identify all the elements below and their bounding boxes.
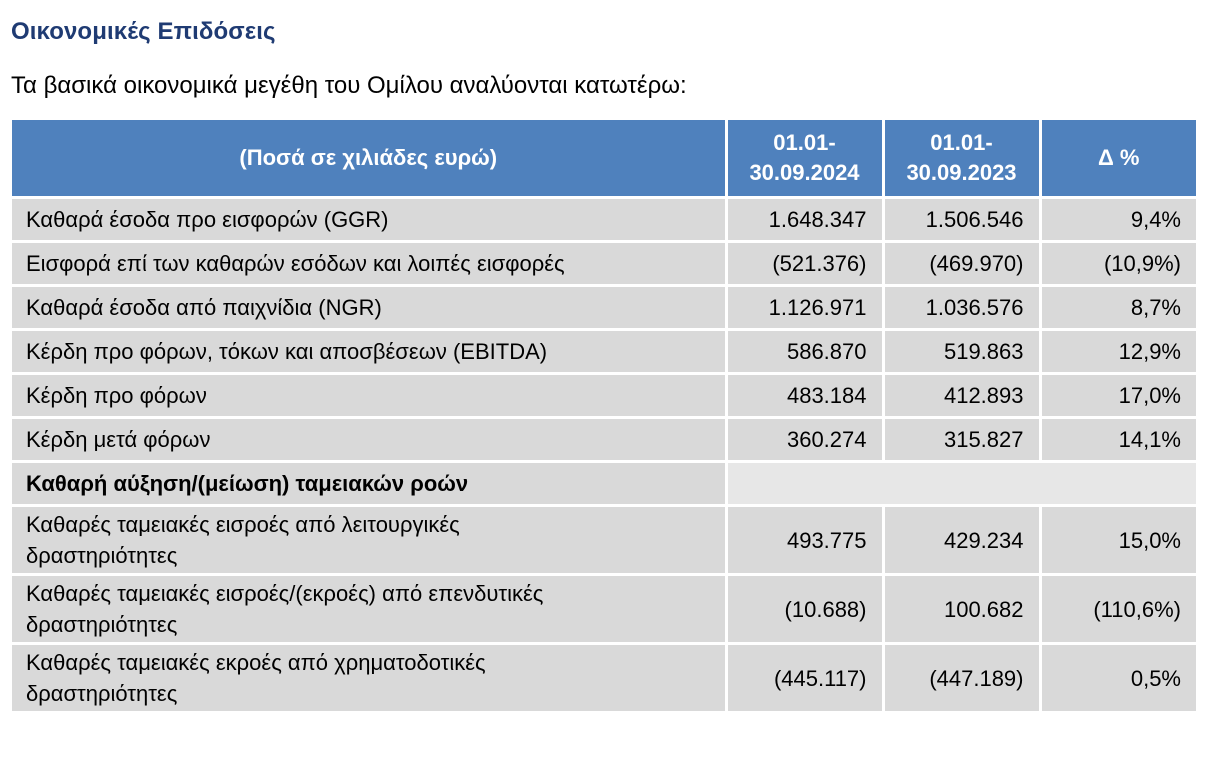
value-delta: 14,1% xyxy=(1040,418,1196,462)
table-row xyxy=(12,644,1196,712)
value-delta: 9,4% xyxy=(1040,198,1196,242)
value-2024: 360.274 xyxy=(726,418,883,462)
value-2023: 100.682 xyxy=(883,575,1040,644)
value-2024: (10.688) xyxy=(726,575,883,644)
table-row xyxy=(12,506,1196,575)
table-row xyxy=(12,330,1196,374)
row-label: Καθαρά έσοδα από παιχνίδια (NGR) xyxy=(12,286,726,330)
value-delta: 17,0% xyxy=(1040,374,1196,418)
section-title: Οικονομικές Επιδόσεις xyxy=(11,18,276,45)
value-2024: 493.775 xyxy=(726,506,883,575)
row-label: Καθαρές ταμειακές εισροές/(εκροές) από επενδυτικές δραστηριότητες xyxy=(12,575,726,644)
value-2023: 429.234 xyxy=(883,506,1040,575)
value-2024: (445.117) xyxy=(726,644,883,712)
section-label: Καθαρή αύξηση/(μείωση) ταμειακών ροών xyxy=(12,462,726,506)
row-label: Κέρδη προ φόρων, τόκων και αποσβέσεων (EBITDA) xyxy=(12,330,726,374)
row-label: Εισφορά επί των καθαρών εσόδων και λοιπές εισφορές xyxy=(12,242,726,286)
row-label: Καθαρές ταμειακές εισροές από λειτουργικές δραστηριότητες xyxy=(12,506,726,575)
value-2023: (469.970) xyxy=(883,242,1040,286)
table-row xyxy=(12,286,1196,330)
row-label: Καθαρές ταμειακές εκροές από χρηματοδοτικές δραστηριότητες xyxy=(12,644,726,712)
table-row xyxy=(12,242,1196,286)
value-2024: 1.126.971 xyxy=(726,286,883,330)
section-blank xyxy=(726,462,1196,506)
section-row-cash-flows xyxy=(12,462,1196,506)
value-2024: 586.870 xyxy=(726,330,883,374)
value-2023: 412.893 xyxy=(883,374,1040,418)
value-2023: 1.036.576 xyxy=(883,286,1040,330)
header-delta: Δ % xyxy=(1040,120,1196,198)
value-delta: 0,5% xyxy=(1040,644,1196,712)
value-2023: 519.863 xyxy=(883,330,1040,374)
value-delta: 12,9% xyxy=(1040,330,1196,374)
table-header-row xyxy=(12,120,1196,198)
value-delta: 8,7% xyxy=(1040,286,1196,330)
value-2023: 315.827 xyxy=(883,418,1040,462)
row-label: Κέρδη μετά φόρων xyxy=(12,418,726,462)
table-row xyxy=(12,418,1196,462)
table-row xyxy=(12,575,1196,644)
value-2024: 483.184 xyxy=(726,374,883,418)
value-2024: 1.648.347 xyxy=(726,198,883,242)
header-label: (Ποσά σε χιλιάδες ευρώ) xyxy=(12,120,726,198)
header-period-2023: 01.01- 30.09.2023 xyxy=(883,120,1040,198)
value-2023: 1.506.546 xyxy=(883,198,1040,242)
value-delta: (110,6%) xyxy=(1040,575,1196,644)
intro-text: Τα βασικά οικονομικά μεγέθη του Ομίλου αναλύονται κατωτέρω: xyxy=(11,72,687,99)
financial-table xyxy=(12,120,1196,711)
value-delta: 15,0% xyxy=(1040,506,1196,575)
row-label: Καθαρά έσοδα προ εισφορών (GGR) xyxy=(12,198,726,242)
header-period-2024: 01.01- 30.09.2024 xyxy=(726,120,883,198)
table-row xyxy=(12,198,1196,242)
value-2024: (521.376) xyxy=(726,242,883,286)
table-row xyxy=(12,374,1196,418)
row-label: Κέρδη προ φόρων xyxy=(12,374,726,418)
value-delta: (10,9%) xyxy=(1040,242,1196,286)
value-2023: (447.189) xyxy=(883,644,1040,712)
